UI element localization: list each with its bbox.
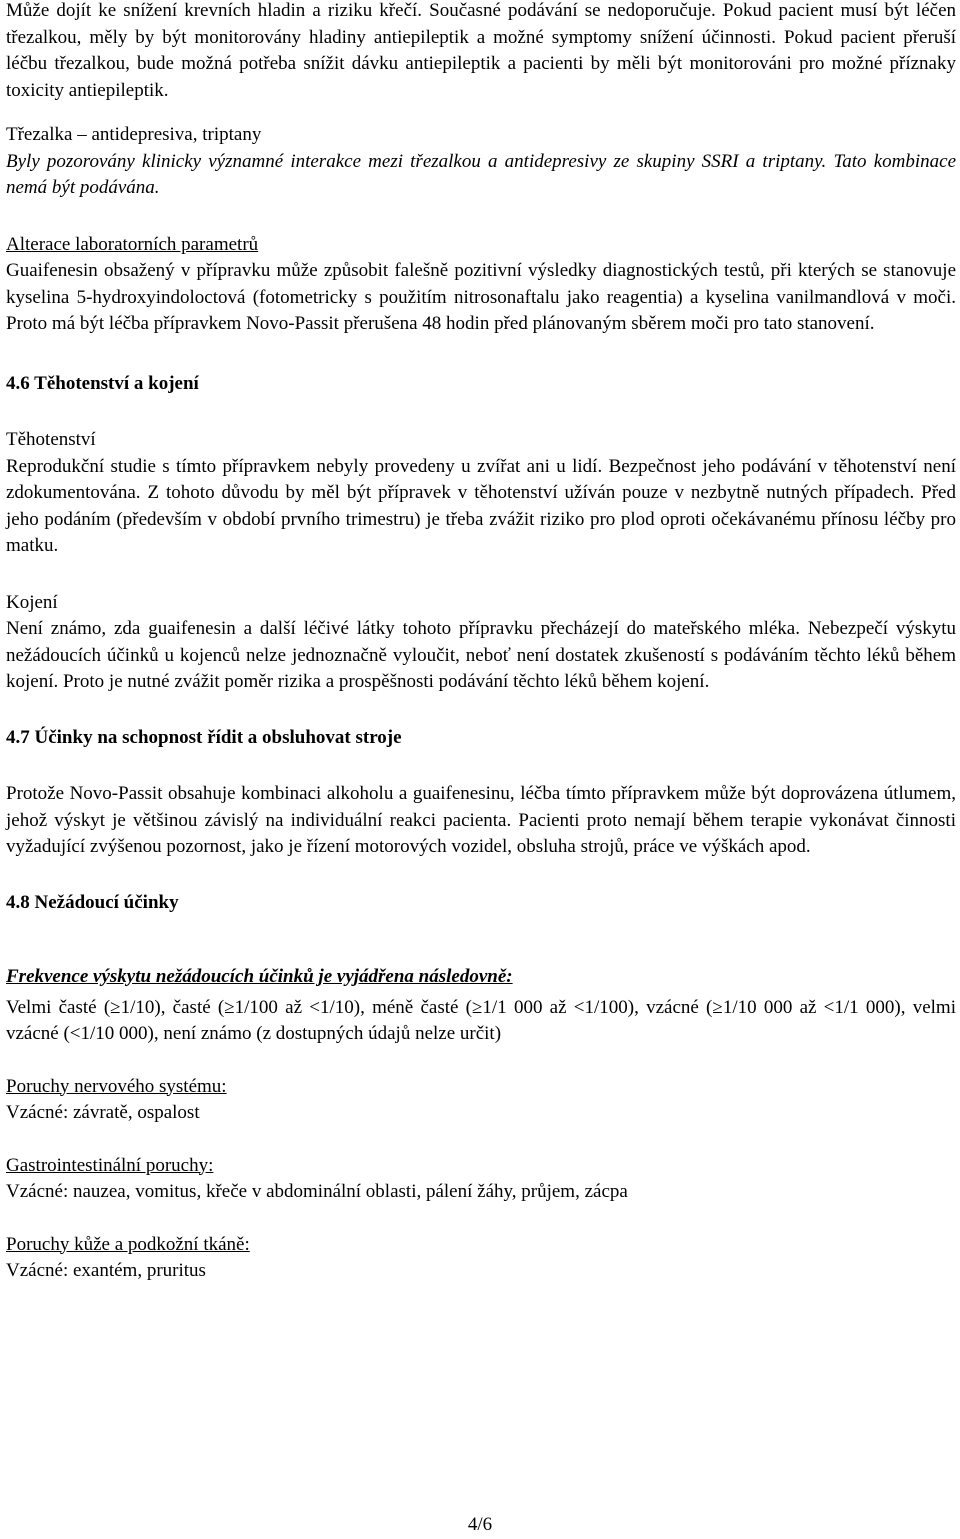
pregnancy-text: Reprodukční studie s tímto přípravkem nebyly provedeny u zvířat ani u lidí. Bezpečnost jeho podávání v těhotenství není zdokumentována. Z tohoto důvodu by měl být přípravek v těhotenství užíván pouze v nezbytně nutných případech. Před jeho podáním (především v období prvního trimestru) je třeba zvážit riziko pro plod oproti očekávanému přínosu léčby pro matku. [6, 455, 956, 556]
adverse-effects-list [6, 1074, 956, 1285]
section-4-8-heading: 4.8 Nežádoucí účinky [6, 891, 179, 913]
adverse-group-text: Vzácné: závratě, ospalost [6, 1102, 200, 1123]
interaction-paragraph: Může dojít ke snížení krevních hladin a riziku křečí. Současné podávání se nedoporučuje. Pokud pacient musí být léčen třezalkou, měly by být monitorovány hladiny antiepileptik a možné symptomy snížení účinnosti. Pokud pacient přeruší léčbu třezalkou, bude možná potřeba snížit dávku antiepileptik a pacienti by měli být monitorováni pro možné příznaky toxicity antiepileptik. [6, 0, 956, 101]
lactation-text: Není známo, zda guaifenesin a další léčivé látky tohoto přípravku přecházejí do mateřského mléka. Nebezpečí výskytu nežádoucích účinků u kojenců nelze jednoznačně vyloučit, neboť není dostatek zkušeností s podáváním těchto léků během kojení. Proto je nutné zvážit poměr rizika a prospěšnosti podávání těchto léků během kojení. [6, 618, 956, 692]
trezalka-subheading: Třezalka – antidepresiva, triptany [6, 124, 262, 145]
section-4-7-heading: 4.7 Účinky na schopnost řídit a obsluhovat stroje [6, 726, 402, 748]
adverse-group-title: Poruchy kůže a podkožní tkáně: [6, 1233, 250, 1255]
adverse-group-text: Vzácné: exantém, pruritus [6, 1260, 206, 1281]
adverse-group-text: Vzácné: nauzea, vomitus, křeče v abdominální oblasti, pálení žáhy, průjem, zácpa [6, 1181, 628, 1202]
lactation-subheading: Kojení [6, 591, 58, 613]
section-4-6-heading: 4.6 Těhotenství a kojení [6, 372, 199, 394]
trezalka-text: Byly pozorovány klinicky významné interakce mezi třezalkou a antidepresivy ze skupiny SSRI a triptany. Tato kombinace nemá být podávána. [6, 150, 956, 198]
frequency-subheading: Frekvence výskytu nežádoucích účinků je vyjádřena následovně: [6, 966, 513, 987]
adverse-group-nervous [6, 1074, 956, 1127]
pregnancy-subheading: Těhotenství [6, 429, 96, 450]
alterace-text: Guaifenesin obsažený v přípravku může způsobit falešně pozitivní výsledky diagnostických testů, při kterých se stanovuje kyselina 5-hydroxyindoloctová (fotometricky s použitím nitrosonaftalu jako reagentia) a kyselina vanilmandlová v moči. Proto má být léčba přípravkem Novo-Passit přerušena 48 hodin před plánovaným sběrem moči pro tato stanovení. [6, 260, 956, 334]
adverse-group-title: Poruchy nervového systému: [6, 1075, 227, 1097]
frequency-text: Velmi časté (≥1/10), časté (≥1/100 až <1/10), méně časté (≥1/1 000 až <1/100), vzácné (≥1/10 000 až <1/1 000), velmi vzácné (<1/10 000), není známo (z dostupných údajů nelze určit) [6, 996, 956, 1044]
adverse-group-title: Gastrointestinální poruchy: [6, 1154, 214, 1176]
section-4-7-text: Protože Novo-Passit obsahuje kombinaci alkoholu a guaifenesinu, léčba tímto přípravkem může být doprovázena útlumem, jehož výskyt je většinou závislý na individuální reakci pacienta. Pacienti proto nemají během terapie vykonávat činnosti vyžadující zvýšenou pozornost, jako je řízení motorových vozidel, obsluha strojů, práce ve výškách apod. [6, 783, 956, 857]
document-page [6, 0, 956, 1285]
adverse-group-gastro [6, 1153, 956, 1206]
alterace-subheading: Alterace laboratorních parametrů [6, 233, 259, 255]
page-number: 4/6 [467, 1514, 493, 1535]
adverse-group-skin [6, 1232, 956, 1285]
